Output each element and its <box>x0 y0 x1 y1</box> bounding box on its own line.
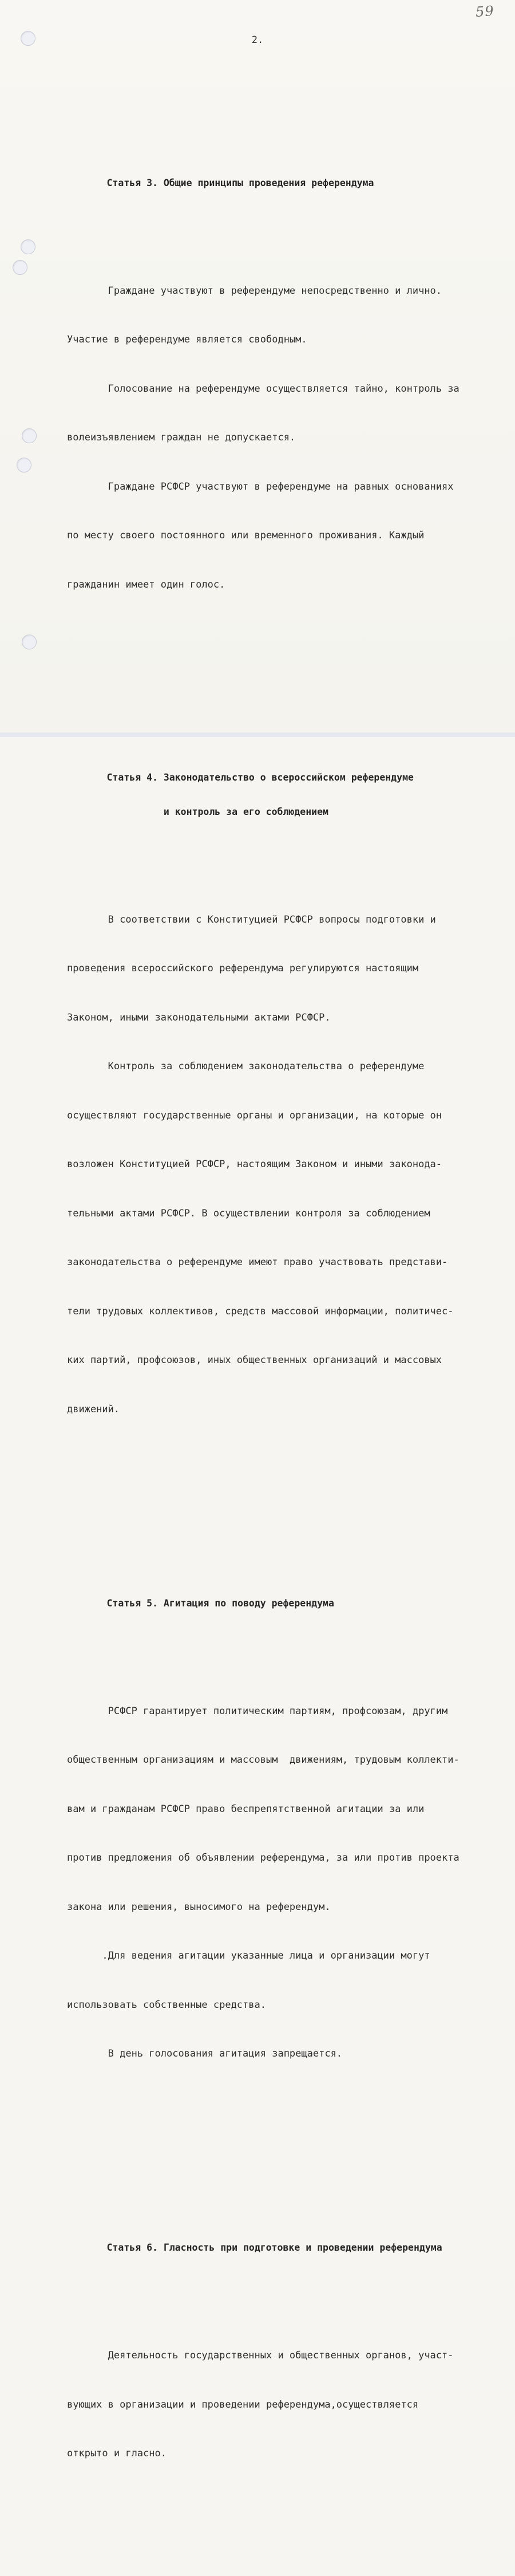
text-line: использовать собственные средства. <box>67 1999 266 2011</box>
article-5 <box>67 1532 493 2128</box>
text-line: осуществляют государственные органы и организации, на которые он <box>67 1109 442 1121</box>
text-line: вующих в организации и проведении референдума,осуществляется <box>67 2398 419 2410</box>
article-text <box>67 879 493 1451</box>
text-line: против предложения об объявлении референдума, за или против проекта <box>67 1852 459 1864</box>
article-text <box>67 2315 493 2495</box>
text-line: открыто и гласно. <box>67 2448 167 2459</box>
heading-line: и контроль за его соблюдением <box>67 806 328 817</box>
article-heading <box>67 1575 493 1632</box>
text-line: Деятельность государственных и общественных органов, участ- <box>67 2350 454 2361</box>
article-4 <box>67 707 493 1483</box>
heading-line: Статья 5. Агитация по поводу референдума <box>67 1597 334 1609</box>
text-line: тельными актами РСФСР. В осуществлении контроля за соблюдением <box>67 1207 430 1219</box>
handwritten-folio-number: 59 <box>475 2 495 21</box>
text-line: гражданин имеет один голос. <box>67 578 225 590</box>
text-line: РСФСР гарантирует политическим партиям, профсоюзам, другим <box>67 1705 448 1717</box>
text-line: Голосование на референдуме осуществляется тайно, контроль за <box>67 383 459 395</box>
text-line: по месту своего постоянного или временного проживания. Каждый <box>67 530 425 541</box>
heading-line: Статья 4. Законодательство о всероссийском референдуме <box>67 771 414 783</box>
article-heading <box>67 155 493 212</box>
article-heading <box>67 2219 493 2276</box>
text-line: волеизъявлением граждан не допускается. <box>67 432 296 443</box>
heading-line: Статья 6. Гласность при подготовке и проведении референдума <box>67 2242 442 2253</box>
text-line: общественным организациям и массовым движениям, трудовым коллекти- <box>67 1754 459 1766</box>
text-line: проведения всероссийского референдума регулируются настоящим <box>67 963 419 974</box>
document-body <box>67 72 493 2576</box>
text-line: ких партий, профсоюзов, иных общественных организаций и массовых <box>67 1354 442 1366</box>
text-line: возложен Конституцией РСФСР, настоящим Законом и иными законода- <box>67 1159 442 1170</box>
text-line: движений. <box>67 1403 120 1415</box>
punch-hole <box>22 428 37 443</box>
punch-hole <box>21 239 35 254</box>
punch-hole <box>13 260 27 275</box>
article-6 <box>67 2176 493 2527</box>
scan-edge <box>0 732 515 737</box>
text-line: .Для ведения агитации указанные лица и организации могут <box>67 1950 430 1961</box>
text-line: Законом, иными законодательными актами РСФСР. <box>67 1011 331 1023</box>
text-line: Граждане участвуют в референдуме непосредственно и лично. <box>67 285 442 297</box>
text-line: Граждане РСФСР участвуют в референдуме на равных основаниях <box>67 480 454 493</box>
text-line: закона или решения, выносимого на референдум. <box>67 1901 331 1913</box>
text-line: Контроль за соблюдением законодательства о референдуме <box>67 1061 425 1072</box>
article-text <box>67 250 493 626</box>
text-line: Участие в референдуме является свободным. <box>67 334 307 345</box>
article-text <box>67 1671 493 2095</box>
article-heading <box>67 749 493 841</box>
heading-line: Статья 3. Общие принципы проведения референдума <box>67 177 374 188</box>
text-line: законодательства о референдуме имеют право участвовать представи- <box>67 1257 448 1268</box>
text-line: В соответствии с Конституцией РСФСР вопросы подготовки и <box>67 913 436 925</box>
article-3 <box>67 121 493 659</box>
text-line: тели трудовых коллективов, средств массовой информации, политичес- <box>67 1305 454 1317</box>
punch-hole <box>22 635 37 649</box>
page-number: 2. <box>251 34 264 46</box>
punch-hole <box>17 458 31 472</box>
text-line: вам и гражданам РСФСР право беспрепятственной агитации за или <box>67 1803 425 1815</box>
text-line: В день голосования агитация запрещается. <box>67 2048 343 2059</box>
